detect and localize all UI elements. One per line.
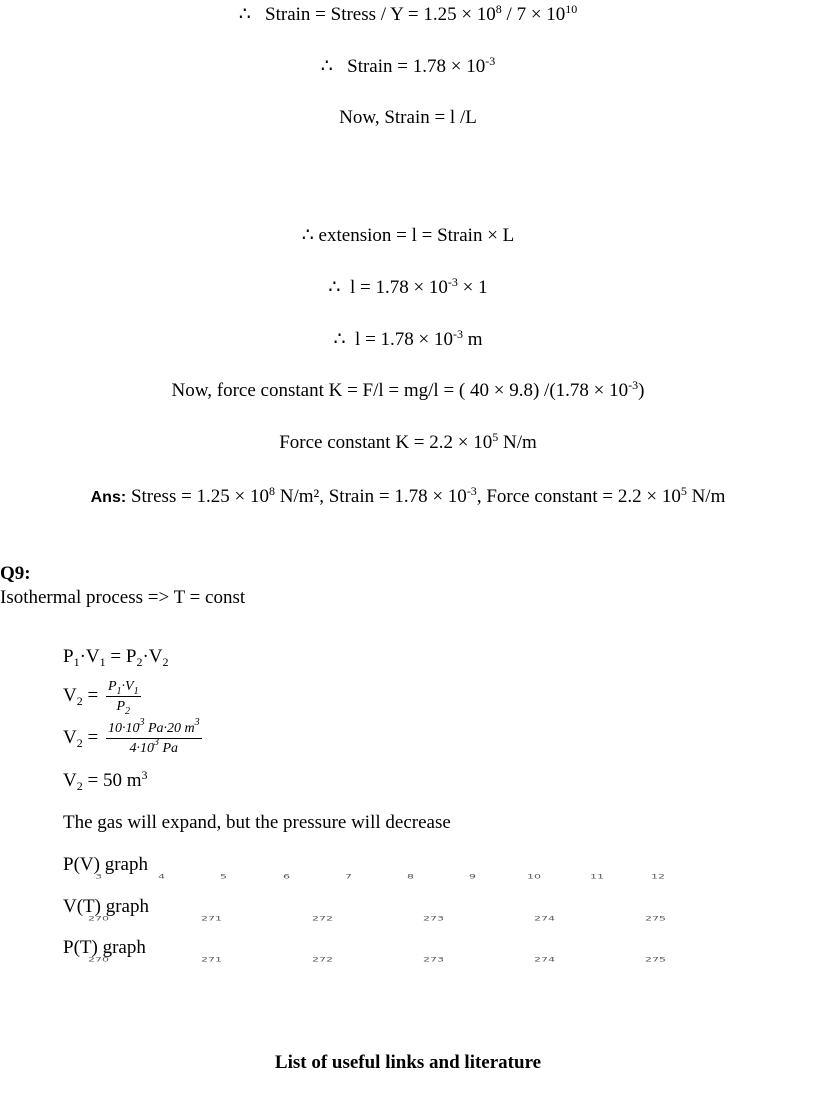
equation-v2-result: $V_2 = 50$ $m^3$	[63, 768, 148, 793]
graph-label-pt: P(T) graph	[63, 937, 146, 958]
fraction: $\frac{P_1\cdot V_1}{P_2}$	[107, 679, 139, 718]
tick-label: 12	[651, 873, 665, 881]
extension-value: ∴ $l = 1.78 \times 10^{-3}$ m	[333, 327, 483, 350]
strain-formula: ∴ Strain = Stress / $Y = 1.25 \times 10^8 / 7 \times 10^{10}$	[238, 2, 578, 25]
answer-label: Ans:	[90, 489, 127, 506]
tick-label: 275	[645, 915, 666, 923]
tick-label: 274	[534, 915, 555, 923]
tick-label: 5	[220, 873, 227, 881]
tick-label: 273	[423, 956, 444, 964]
strain-value: ∴ Strain = $1.78 \times 10^{-3}$	[320, 54, 496, 77]
conclusion-text: The gas will expand, but the pressure will decrease	[63, 812, 451, 833]
links-literature-heading: List of useful links and literature	[274, 1052, 542, 1073]
q9-heading: Q9:	[0, 563, 31, 584]
tick-label: 270	[88, 915, 109, 923]
graph-label-pv: P(V) graph	[63, 854, 148, 875]
tick-label: 4	[158, 873, 165, 881]
fraction: $\frac{10\cdot 10^3 Pa\cdot 20 m^3}{4\cdot 10^3 Pa}$	[107, 717, 200, 757]
equation-v2-substituted: $V_2$ = $\frac{10\cdot 10^3 Pa\cdot 20 m^3}{4\cdot 10^3 Pa}$	[63, 717, 200, 757]
force-constant-value: Force constant $K = 2.2 \times 10^5$ N/m	[279, 430, 537, 453]
tick-label: 271	[201, 915, 222, 923]
extension-calc: ∴ $l = 1.78 \times 10^{-3} \times 1$	[328, 275, 488, 298]
tick-label: 6	[283, 873, 290, 881]
tick-label: 273	[423, 915, 444, 923]
tick-label: 275	[645, 956, 666, 964]
answer-line: Ans: Stress = $1.25 \times 10^8$ N/m², Strain = $1.78 \times 10^{-3}$, Force constant = $2.2 \times 10^5$ N/m	[90, 484, 726, 507]
equation-v2-formula: $V_2$ = $\frac{P_1\cdot V_1}{P_2}$	[63, 679, 139, 718]
tick-label: 8	[407, 873, 414, 881]
tick-label: 10	[527, 873, 541, 881]
extension-formula: ∴ extension = l = Strain × L	[301, 225, 515, 246]
tick-label: 271	[201, 956, 222, 964]
graph-label-vt: V(T) graph	[63, 896, 149, 917]
force-constant-formula: Now, force constant K = F/l = mg/l = ( 40 × 9.8) $/(1.78 \times 10^{-3})$	[171, 378, 645, 401]
tick-label: 11	[590, 873, 604, 881]
tick-label: 9	[469, 873, 476, 881]
tick-label: 272	[312, 915, 333, 923]
tick-label: 272	[312, 956, 333, 964]
tick-label: 7	[345, 873, 352, 881]
tick-label: 270	[88, 956, 109, 964]
tick-label: 3	[95, 873, 102, 881]
tick-label: 274	[534, 956, 555, 964]
q9-intro: Isothermal process => T = const	[0, 587, 246, 608]
strain-definition: Now, Strain = l /L	[339, 107, 477, 128]
equation-isothermal: $P_1\cdot V_1 = P_2\cdot V_2$	[63, 646, 169, 669]
